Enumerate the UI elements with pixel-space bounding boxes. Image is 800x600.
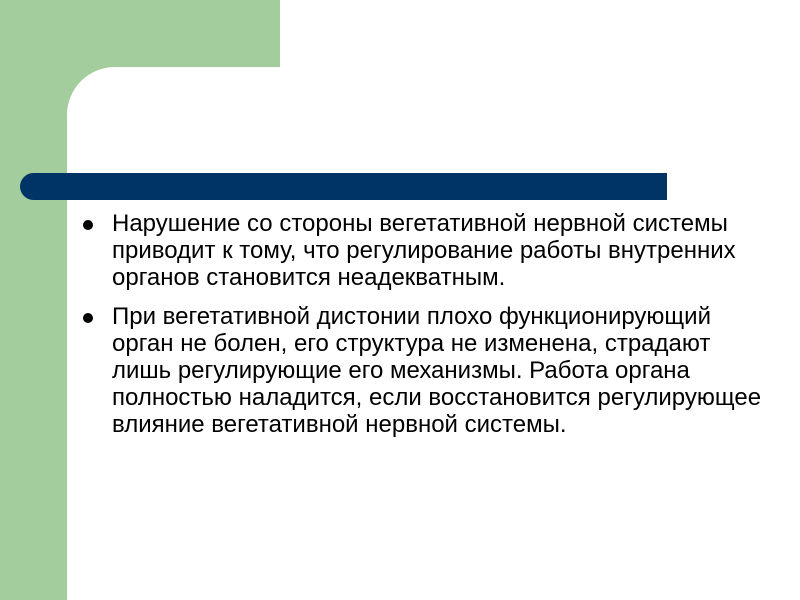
bullet-text: При вегетативной дистонии плохо функционирующий орган не болен, его структура не изменена, страдают лишь регулирующие его механизмы. Работа органа полностью наладится, если восстановится регулирующее влияние вегетативной нервной системы.: [112, 303, 762, 438]
bullet-dot-icon: [83, 313, 93, 323]
bullet-list: [83, 210, 763, 450]
title-bar: [20, 173, 667, 200]
bullet-item: [83, 303, 763, 438]
bullet-item: [83, 210, 763, 291]
bullet-text: Нарушение со стороны вегетативной нервной системы приводит к тому, что регулирование работы внутренних органов становится неадекватным.: [112, 210, 736, 291]
bullet-dot-icon: [83, 220, 93, 230]
